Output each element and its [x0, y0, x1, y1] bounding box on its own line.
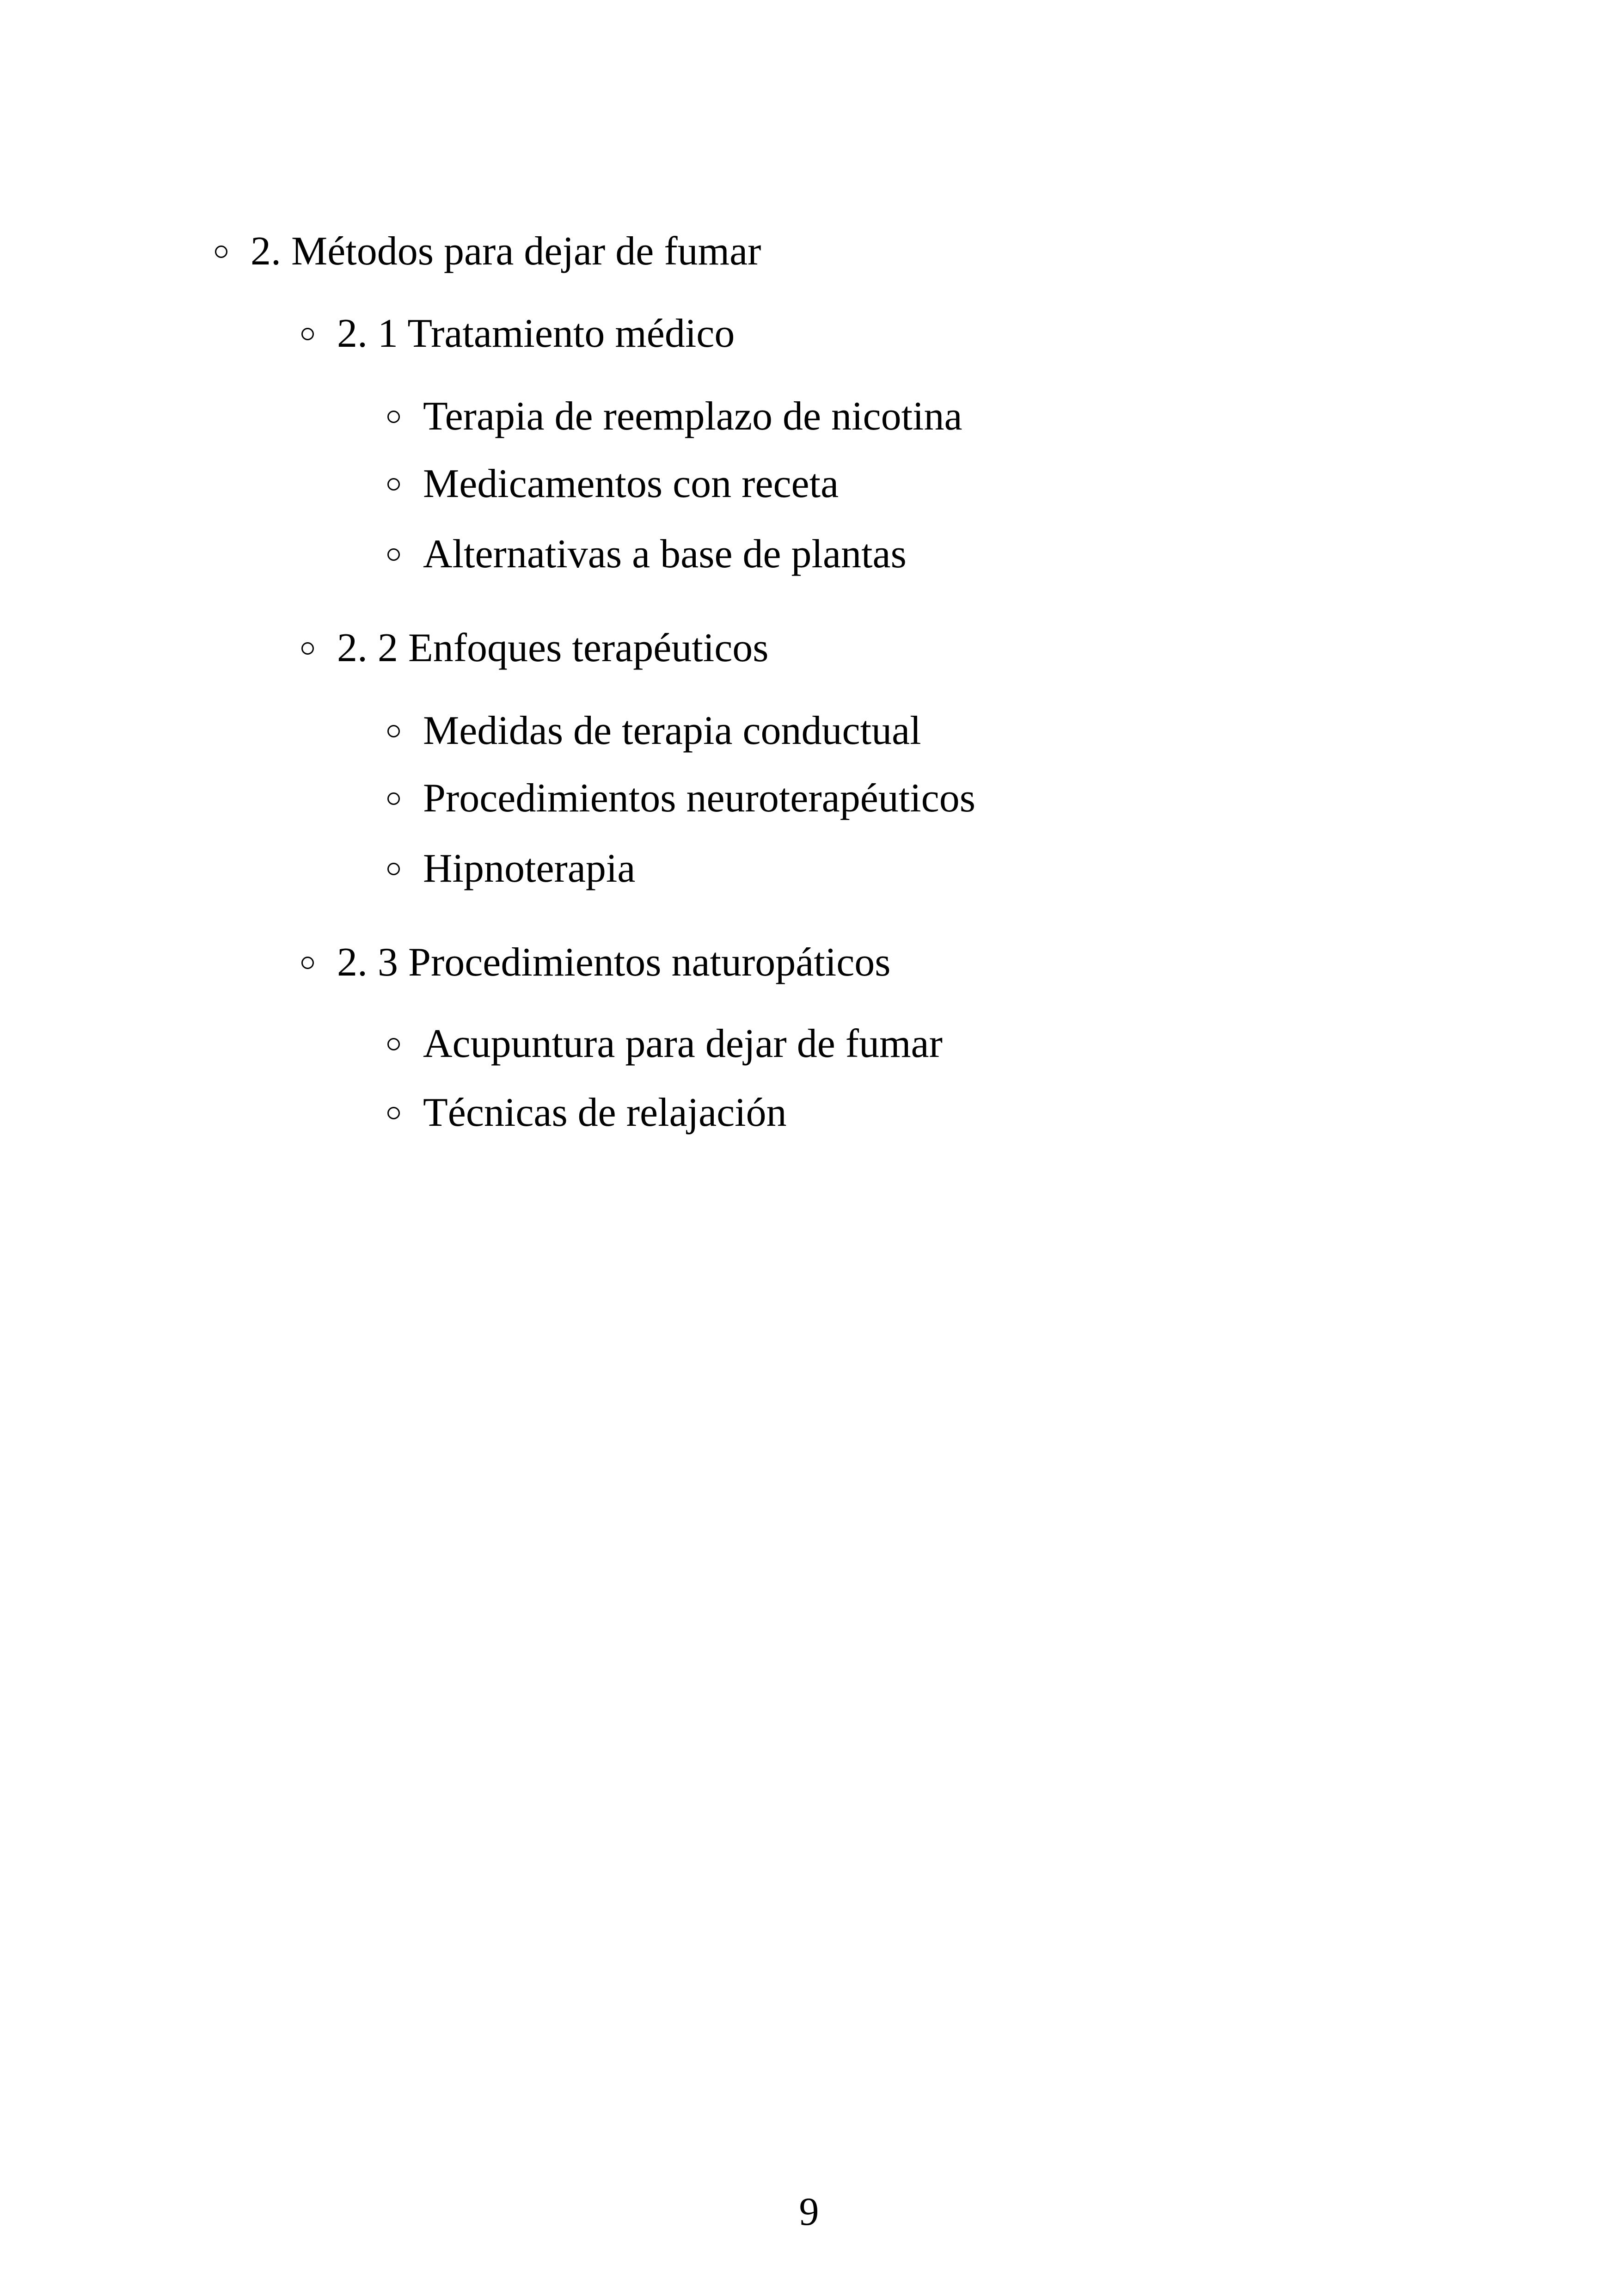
item-text: Procedimientos neuroterapéuticos	[423, 776, 975, 821]
hollow-circle-bullet-icon	[387, 1107, 400, 1119]
hollow-circle-bullet-icon	[387, 1038, 400, 1050]
hollow-circle-bullet-icon	[387, 792, 400, 805]
hollow-circle-bullet-icon	[301, 328, 314, 340]
item-text: Medicamentos con receta	[423, 461, 839, 506]
hollow-circle-bullet-icon	[387, 863, 400, 875]
outline-subsection	[301, 628, 769, 669]
item-text: Técnicas de relajación	[423, 1090, 787, 1135]
hollow-circle-bullet-icon	[301, 957, 314, 969]
hollow-circle-bullet-icon	[215, 246, 227, 258]
subsection-title: 2. 1 Tratamiento médico	[337, 311, 735, 356]
outline-item	[387, 534, 907, 575]
hollow-circle-bullet-icon	[387, 725, 400, 737]
subsection-title: 2. 2 Enfoques terapéuticos	[337, 626, 769, 670]
outline-item	[387, 848, 635, 889]
outline-item	[387, 778, 975, 819]
outline-subsection	[301, 313, 735, 354]
outline-subsection	[301, 942, 891, 983]
hollow-circle-bullet-icon	[387, 411, 400, 423]
hollow-circle-bullet-icon	[387, 478, 400, 491]
item-text: Alternativas a base de plantas	[423, 532, 907, 577]
outline-item	[387, 396, 962, 437]
page-number: 9	[799, 2189, 819, 2234]
hollow-circle-bullet-icon	[387, 548, 400, 561]
outline-item	[387, 1021, 943, 1066]
outline-item	[387, 1090, 787, 1135]
outline-item	[387, 708, 921, 753]
item-text: Terapia de reemplazo de nicotina	[423, 394, 962, 439]
item-text: Hipnoterapia	[423, 846, 636, 891]
outline-section	[215, 231, 761, 272]
item-text: Medidas de terapia conductual	[423, 708, 921, 753]
outline-item	[387, 461, 839, 506]
hollow-circle-bullet-icon	[301, 642, 314, 655]
subsection-title: 2. 3 Procedimientos naturopáticos	[337, 940, 891, 985]
item-text: Acupuntura para dejar de fumar	[423, 1021, 943, 1066]
section-title: 2. Métodos para dejar de fumar	[251, 229, 761, 274]
